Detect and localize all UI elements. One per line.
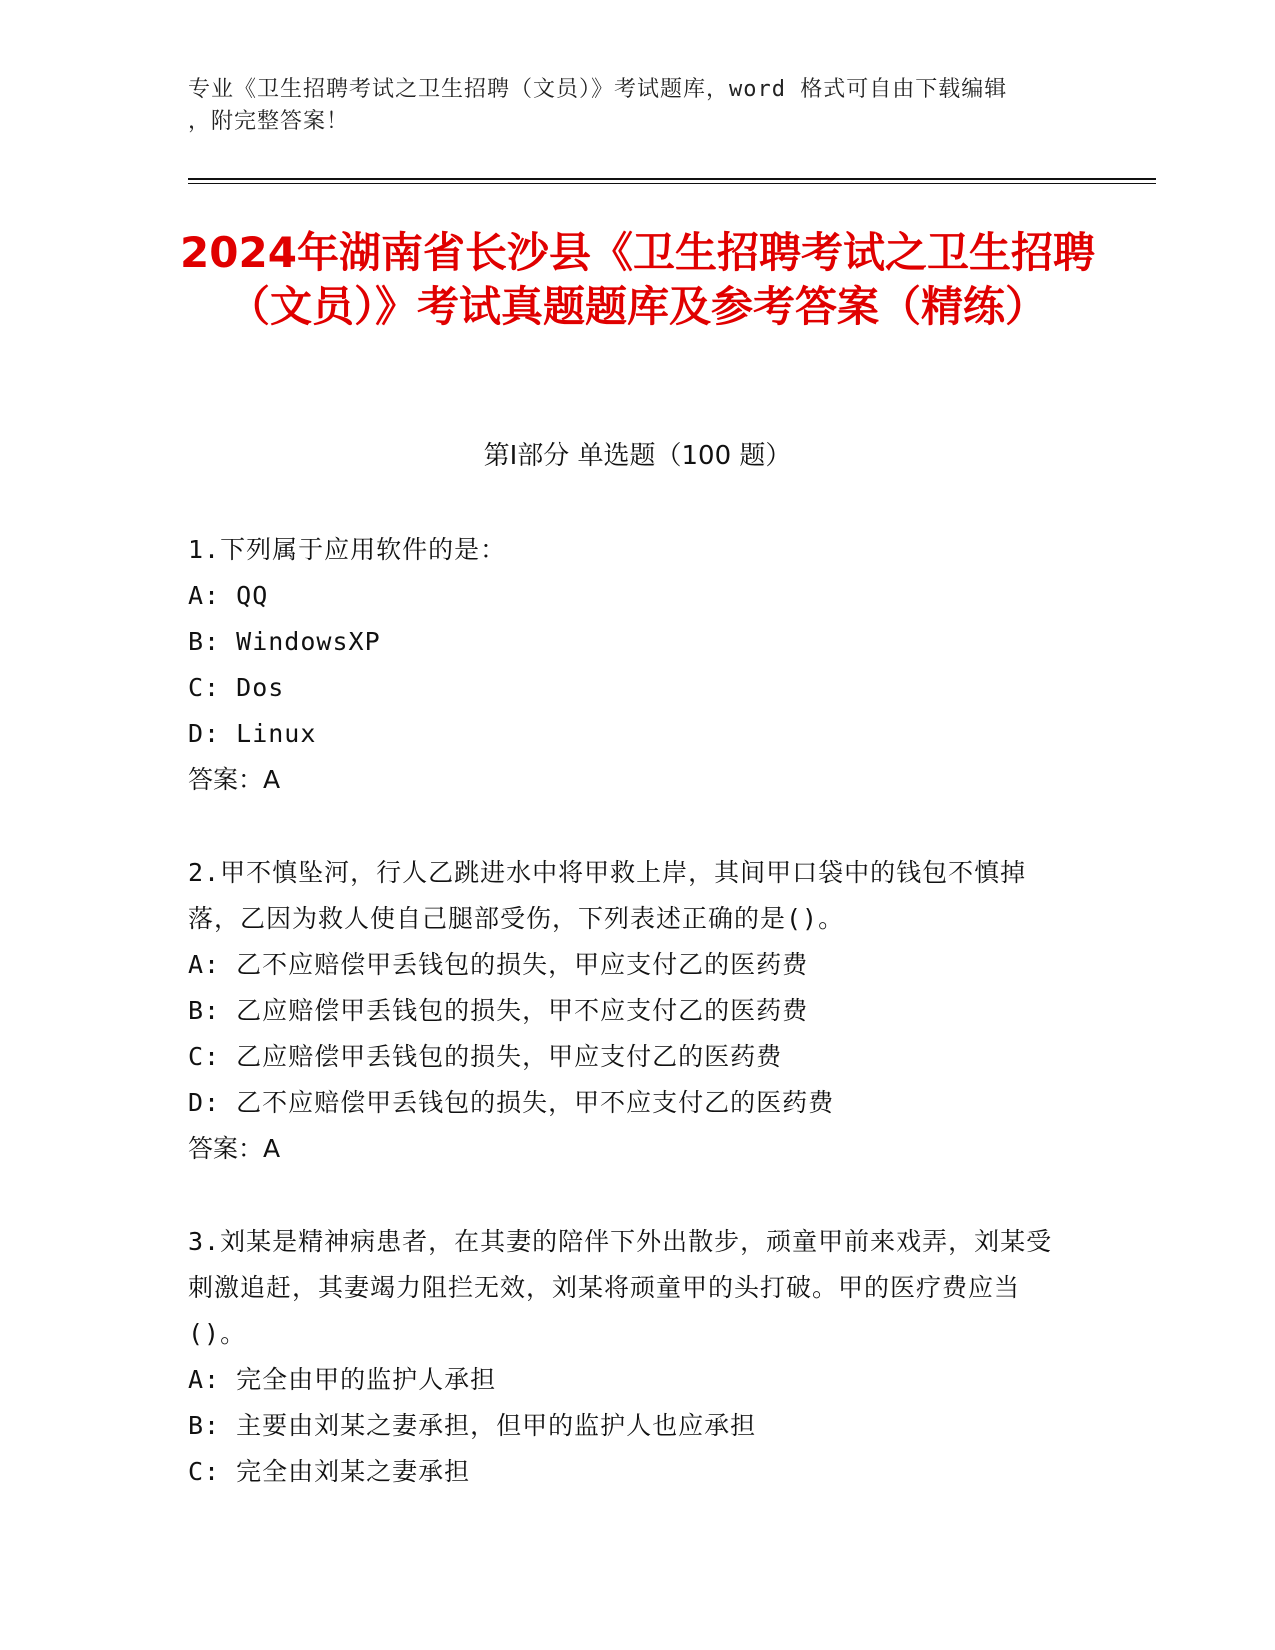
option-d: D: Linux (188, 719, 317, 748)
answer-line: 答案：A (188, 1134, 281, 1163)
option-c: C: Dos (188, 673, 285, 702)
question-stem: 3.刘某是精神病患者，在其妻的陪伴下外出散步，顽童甲前来戏弄，刘某受刺激追赶，其妻竭力阻拦无效，刘某将顽童甲的头打破。甲的医疗费应当()。 (188, 1227, 1053, 1348)
document-title: 2024年湖南省长沙县《卫生招聘考试之卫生招聘（文员）》考试真题题库及参考答案（精练） (180, 228, 1095, 331)
question-1 (188, 527, 1068, 803)
question-3 (188, 1219, 1068, 1495)
header-line-2: ，附完整答案！ (188, 109, 350, 134)
option-a: A: 乙不应赔偿甲丢钱包的损失，甲应支付乙的医药费 (188, 950, 809, 979)
option-b: B: WindowsXP (188, 627, 381, 656)
section-heading: 第Ⅰ部分 单选题（100 题） (483, 441, 792, 471)
question-2 (188, 850, 1068, 1172)
option-a: A: 完全由甲的监护人承担 (188, 1365, 497, 1394)
option-b: B: 乙应赔偿甲丢钱包的损失，甲不应支付乙的医药费 (188, 996, 809, 1025)
option-b: B: 主要由刘某之妻承担，但甲的监护人也应承担 (188, 1411, 757, 1440)
option-d: D: 乙不应赔偿甲丢钱包的损失，甲不应支付乙的医药费 (188, 1088, 835, 1117)
option-c: C: 乙应赔偿甲丢钱包的损失，甲应支付乙的医药费 (188, 1042, 783, 1071)
question-list (188, 527, 1068, 1542)
header-divider-thin (188, 183, 1156, 184)
option-c: C: 完全由刘某之妻承担 (188, 1457, 471, 1486)
question-stem: 1.下列属于应用软件的是： (188, 535, 507, 564)
answer-line: 答案：A (188, 765, 281, 794)
document-header (188, 74, 1088, 138)
option-a: A: QQ (188, 581, 269, 610)
question-stem: 2.甲不慎坠河，行人乙跳进水中将甲救上岸，其间甲口袋中的钱包不慎掉落，乙因为救人使自己腿部受伤，下列表述正确的是()。 (188, 858, 1027, 933)
header-divider-thick (188, 178, 1156, 180)
header-line-1: 专业《卫生招聘考试之卫生招聘（文员）》考试题库，word 格式可自由下载编辑 (188, 77, 1008, 102)
